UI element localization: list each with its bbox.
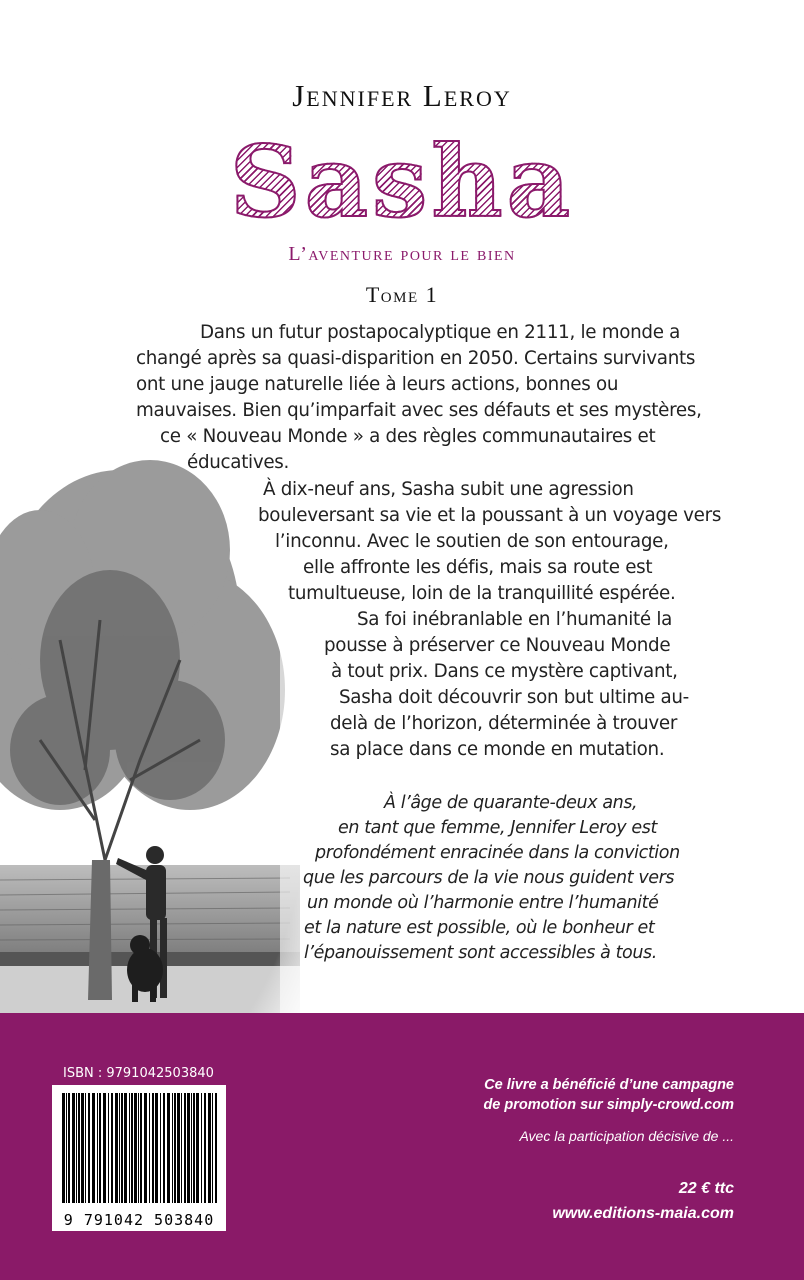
- campaign-line: Ce livre a bénéficié d’une campagne: [484, 1077, 734, 1093]
- barcode-bar: [212, 1093, 213, 1203]
- barcode-bar: [115, 1093, 118, 1203]
- bio-line: À l’âge de quarante-deux ans,: [384, 793, 638, 813]
- barcode-bar: [155, 1093, 158, 1203]
- synopsis-line: À dix-neuf ans, Sasha subit une agression: [263, 479, 634, 500]
- barcode-bar: [149, 1093, 150, 1203]
- synopsis-line: Sasha doit découvrir son but ultime au-: [339, 687, 689, 708]
- barcode-bars: [52, 1085, 226, 1209]
- synopsis-line: sa place dans ce monde en mutation.: [330, 739, 665, 760]
- barcode-bar: [121, 1093, 123, 1203]
- synopsis-line: pousse à préserver ce Nouveau Monde: [324, 635, 671, 656]
- barcode: [52, 1085, 226, 1231]
- barcode-bar: [193, 1093, 195, 1203]
- synopsis-line: Sa foi inébranlable en l’humanité la: [357, 609, 673, 630]
- barcode-bar: [152, 1093, 154, 1203]
- author-photo: [0, 440, 330, 1015]
- barcode-bar: [181, 1093, 182, 1203]
- barcode-number: 9 791042 503840: [63, 1211, 215, 1229]
- barcode-bar: [215, 1093, 217, 1203]
- barcode-bar: [85, 1093, 86, 1203]
- barcode-bar: [167, 1093, 170, 1203]
- barcode-bar: [184, 1093, 186, 1203]
- synopsis-line: l’inconnu. Avec le soutien de son entourage,: [275, 531, 669, 552]
- barcode-bar: [204, 1093, 206, 1203]
- barcode-bar: [99, 1093, 101, 1203]
- barcode-bar: [119, 1093, 120, 1203]
- barcode-bar: [103, 1093, 106, 1203]
- website-label: www.editions-maia.com: [552, 1205, 734, 1222]
- barcode-bar: [124, 1093, 127, 1203]
- barcode-bar: [97, 1093, 98, 1203]
- campaign-line: de promotion sur simply-crowd.com: [483, 1097, 734, 1113]
- barcode-bar: [66, 1093, 67, 1203]
- barcode-bar: [140, 1093, 142, 1203]
- barcode-bar: [144, 1093, 147, 1203]
- barcode-bar: [68, 1093, 70, 1203]
- barcode-bar: [172, 1093, 173, 1203]
- book-subtitle: L’aventure pour le bien: [288, 243, 516, 265]
- participation-note: Avec la participation décisive de ...: [519, 1128, 734, 1144]
- price-label: 22 € ttc: [678, 1180, 734, 1197]
- isbn-label: ISBN : 9791042503840: [63, 1066, 214, 1081]
- book-title: Sasha: [0, 128, 804, 238]
- bio-line: profondément enracinée dans la conviction: [315, 843, 680, 863]
- barcode-bar: [88, 1093, 90, 1203]
- synopsis-line: ont une jauge naturelle liée à leurs actions, bonnes ou: [136, 374, 619, 395]
- barcode-bar: [174, 1093, 176, 1203]
- bio-line: et la nature est possible, où le bonheur et: [304, 918, 655, 938]
- synopsis-line: changé après sa quasi-disparition en 2050. Certains survivants: [136, 348, 696, 369]
- barcode-bar: [129, 1093, 130, 1203]
- barcode-bar: [62, 1093, 65, 1203]
- synopsis-line: ce « Nouveau Monde » a des règles communautaires et: [160, 426, 656, 447]
- bio-line: l’épanouissement sont accessibles à tous.: [304, 943, 657, 963]
- barcode-bar: [138, 1093, 139, 1203]
- barcode-bar: [131, 1093, 133, 1203]
- author-name: Jennifer Leroy: [292, 78, 512, 113]
- bio-line: que les parcours de la vie nous guident vers: [303, 868, 675, 888]
- barcode-bar: [92, 1093, 95, 1203]
- barcode-bar: [72, 1093, 75, 1203]
- barcode-bar: [196, 1093, 199, 1203]
- barcode-bar: [81, 1093, 84, 1203]
- barcode-bar: [208, 1093, 211, 1203]
- bio-line: un monde où l’harmonie entre l’humanité: [307, 893, 659, 913]
- barcode-bar: [78, 1093, 80, 1203]
- synopsis-line: elle affronte les défis, mais sa route est: [303, 557, 653, 578]
- barcode-bar: [191, 1093, 192, 1203]
- barcode-bar: [108, 1093, 109, 1203]
- barcode-bar: [177, 1093, 180, 1203]
- barcode-bar: [201, 1093, 202, 1203]
- tome-label: Tome 1: [365, 282, 439, 307]
- synopsis-line: bouleversant sa vie et la poussant à un voyage vers: [258, 505, 722, 526]
- barcode-bar: [187, 1093, 190, 1203]
- synopsis-line: delà de l’horizon, déterminée à trouver: [330, 713, 678, 734]
- barcode-bar: [160, 1093, 161, 1203]
- barcode-bar: [134, 1093, 137, 1203]
- synopsis-line: tumultueuse, loin de la tranquillité espérée.: [288, 583, 676, 604]
- barcode-bar: [163, 1093, 165, 1203]
- barcode-bar: [76, 1093, 77, 1203]
- synopsis-line: Dans un futur postapocalyptique en 2111, le monde a: [200, 322, 681, 343]
- barcode-bar: [111, 1093, 113, 1203]
- synopsis-line: à tout prix. Dans ce mystère captivant,: [331, 661, 678, 682]
- synopsis-line: éducatives.: [187, 452, 290, 473]
- bio-line: en tant que femme, Jennifer Leroy est: [338, 818, 657, 838]
- synopsis-line: mauvaises. Bien qu’imparfait avec ses défauts et ses mystères,: [136, 400, 702, 421]
